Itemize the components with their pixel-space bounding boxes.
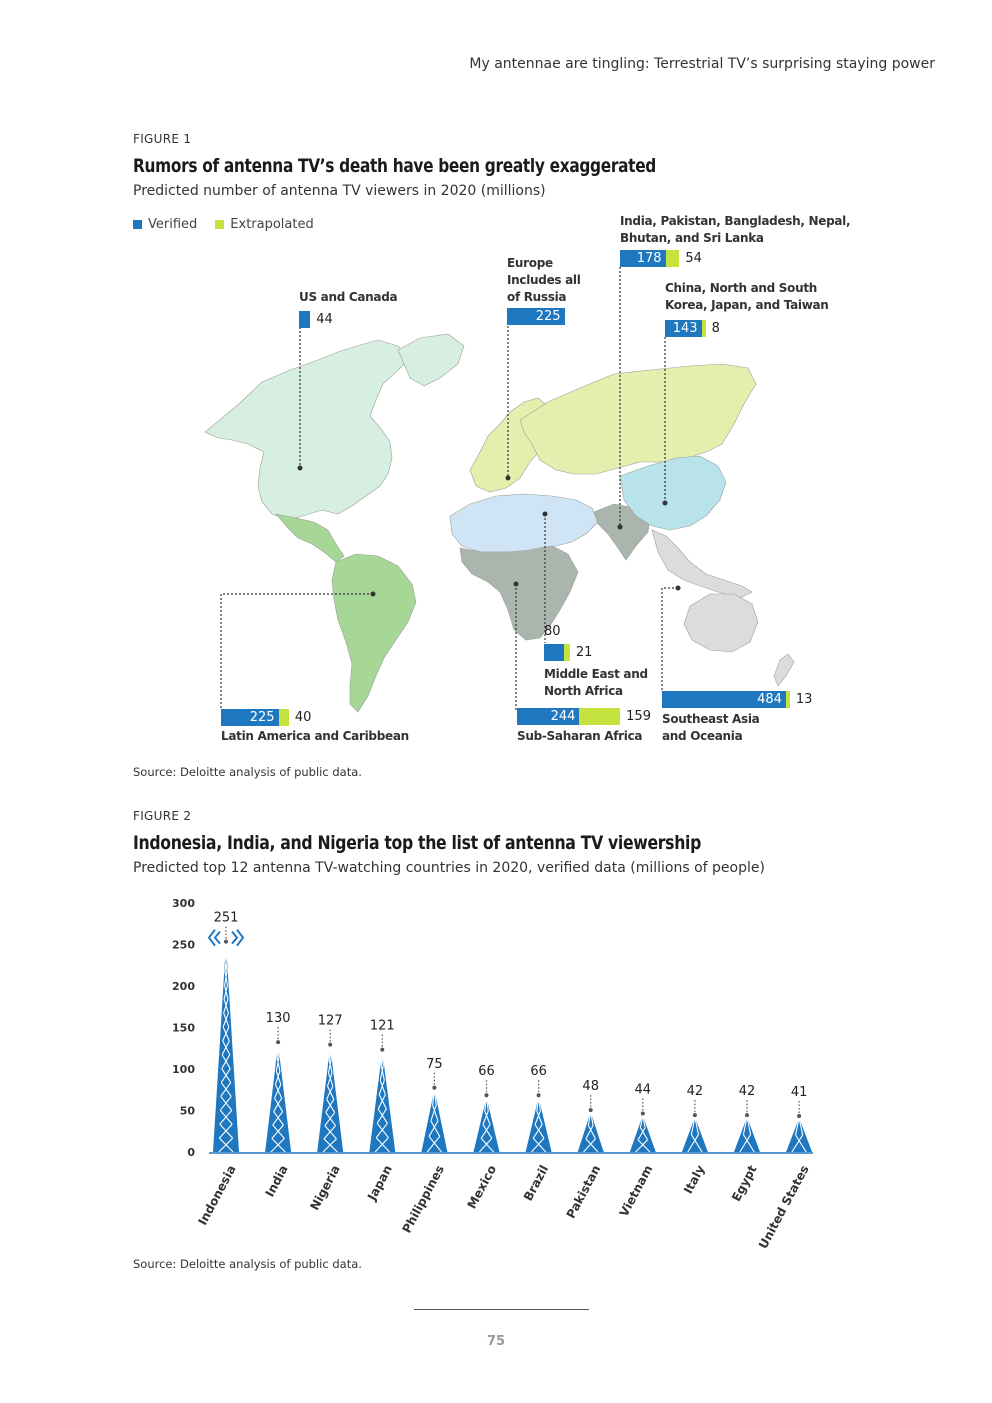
tower-tip-dot <box>693 1113 697 1117</box>
tower-chart <box>0 880 992 1260</box>
map-region-australia <box>684 594 758 652</box>
bar-value-label: 8 <box>711 321 720 336</box>
region-label-line: Southeast Asia <box>662 712 760 726</box>
region-label-europe <box>507 255 581 306</box>
map-region-central-america <box>276 514 344 562</box>
region-label-line: Bhutan, and Sri Lanka <box>620 231 764 245</box>
map-region-russia <box>520 364 756 474</box>
tower-value-label: 41 <box>790 1084 808 1100</box>
tower-shape <box>682 1117 708 1152</box>
marker-us-canada <box>298 466 303 471</box>
tower-value-label: 75 <box>426 1056 443 1072</box>
region-bar-us-canada <box>299 311 333 328</box>
tower-value-label: 66 <box>478 1064 495 1080</box>
x-category-label: Mexico <box>464 1162 500 1212</box>
y-tick-label: 200 <box>172 980 195 993</box>
bar-verified <box>544 644 564 661</box>
region-bar-latin-america <box>221 709 311 726</box>
tower-value-label: 121 <box>369 1018 395 1034</box>
leader-southeast-asia <box>662 588 678 692</box>
bar-verified: 225 <box>507 308 565 325</box>
bar-value-label: 159 <box>626 709 651 724</box>
legend-extrapolated-label: Extrapolated <box>230 217 314 232</box>
y-tick-label: 100 <box>172 1063 195 1076</box>
tower-bar <box>526 1080 552 1152</box>
tower-tip-dot <box>380 1048 384 1052</box>
figure2-title: Indonesia, India, and Nigeria top the list of antenna TV viewership <box>133 832 701 854</box>
marker-latin-america <box>371 592 376 597</box>
bar-value-label: 21 <box>575 645 593 660</box>
running-header: My antennae are tingling: Terrestrial TV’s surprising staying power <box>469 56 935 72</box>
marker-china <box>663 501 668 506</box>
tower-value-label: 48 <box>582 1079 599 1095</box>
y-tick-label: 150 <box>172 1021 195 1035</box>
x-category-label: Japan <box>364 1162 395 1203</box>
tower-value-label: 42 <box>686 1084 704 1100</box>
region-bar-india <box>620 250 702 267</box>
bar-value-label: 54 <box>685 251 702 266</box>
bar-verified: 484 <box>662 691 786 708</box>
legend-verified-label: Verified <box>148 217 198 232</box>
map-region-latin-america <box>332 554 416 712</box>
tower-tip-dot <box>328 1043 332 1047</box>
region-mena-verified-value: 80 <box>544 624 561 639</box>
bar-extrapolated <box>666 250 680 267</box>
tower-value-label: 127 <box>317 1013 343 1029</box>
tower-value-label: 130 <box>265 1011 291 1027</box>
figure1-label: FIGURE 1 <box>133 132 192 146</box>
marker-india <box>618 525 623 530</box>
bar-extrapolated <box>564 644 569 661</box>
marker-mena <box>543 512 548 517</box>
tower-value-label: 251 <box>213 910 239 926</box>
x-category-label: Egypt <box>729 1162 760 1204</box>
tower-shape <box>578 1112 604 1152</box>
tower-tip-dot <box>641 1111 645 1115</box>
x-category-label: Italy <box>680 1162 708 1197</box>
y-tick-label: 50 <box>179 1104 195 1118</box>
region-label-line: Latin America and Caribbean <box>221 729 409 743</box>
region-label-line: Europe <box>507 256 553 270</box>
tower-lattice <box>226 944 227 958</box>
region-label-india <box>620 213 850 247</box>
region-label-line: North Africa <box>544 684 623 698</box>
bar-verified <box>299 311 310 328</box>
tower-shape <box>734 1117 760 1152</box>
tower-bar <box>630 1098 656 1152</box>
map-region-southeast-asia <box>652 530 752 598</box>
region-label-line: US and Canada <box>299 290 398 304</box>
tower-value-label: 44 <box>634 1082 652 1098</box>
figure1-title: Rumors of antenna TV’s death have been greatly exaggerated <box>133 155 656 177</box>
tower-tip-dot <box>537 1093 541 1097</box>
tower-shape <box>786 1118 812 1152</box>
tower-tip-dot <box>485 1093 489 1097</box>
tower-shape <box>630 1115 656 1152</box>
tower-bar <box>474 1080 500 1152</box>
figure2-label: FIGURE 2 <box>133 809 192 823</box>
x-category-label: Brazil <box>520 1162 552 1204</box>
region-label-line: India, Pakistan, Bangladesh, Nepal, <box>620 214 851 228</box>
map-region-us-canada <box>205 340 410 520</box>
bar-extrapolated <box>702 320 706 337</box>
region-label-china <box>665 280 829 314</box>
marker-europe <box>506 476 511 481</box>
map-region-new-zealand <box>774 654 794 686</box>
region-label-line: of Russia <box>507 290 567 304</box>
bar-verified: 244 <box>517 708 579 725</box>
x-category-label: Indonesia <box>195 1162 239 1228</box>
bar-value-label: 44 <box>316 312 333 327</box>
y-tick-label: 300 <box>172 897 195 910</box>
tower-bar <box>734 1100 760 1152</box>
x-category-label: Nigeria <box>307 1162 343 1213</box>
tower-tip-dot <box>745 1113 749 1117</box>
tower-tip-dot <box>797 1114 801 1118</box>
bar-verified: 225 <box>221 709 279 726</box>
region-label-us-canada <box>299 289 397 306</box>
region-label-southeast-asia <box>662 711 759 745</box>
tower-value-label: 42 <box>738 1084 756 1100</box>
tower-bar <box>265 1027 291 1152</box>
region-bar-europe <box>507 308 571 325</box>
map-region-mena <box>450 494 598 552</box>
bar-verified: 143 <box>665 320 702 337</box>
x-category-label: Pakistan <box>563 1162 604 1221</box>
x-category-label: United States <box>755 1162 812 1252</box>
y-tick-label: 0 <box>187 1146 195 1159</box>
region-label-sub-saharan <box>517 728 642 745</box>
bar-extrapolated <box>279 709 289 726</box>
figure1-source: Source: Deloitte analysis of public data. <box>133 765 362 779</box>
tower-tip-dot <box>432 1086 436 1090</box>
figure2-subtitle: Predicted top 12 antenna TV-watching countries in 2020, verified data (millions of people) <box>133 860 765 876</box>
tower-bar <box>421 1073 447 1152</box>
tower-value-label: 66 <box>530 1064 547 1080</box>
x-category-label: Vietnam <box>616 1162 656 1220</box>
y-tick-label: 250 <box>172 938 195 952</box>
marker-sub-saharan <box>514 582 519 587</box>
map-region-greenland <box>398 334 464 386</box>
tower-bar <box>682 1100 708 1152</box>
bar-verified: 178 <box>620 250 666 267</box>
region-label-line: China, North and South <box>665 281 818 295</box>
tower-bar <box>369 1035 395 1152</box>
region-label-mena <box>544 666 648 700</box>
page-number: 75 <box>486 1334 506 1349</box>
figure2-source: Source: Deloitte analysis of public data. <box>133 1257 362 1271</box>
tower-bar <box>578 1095 604 1152</box>
x-category-label: India <box>262 1162 291 1200</box>
tower-bar <box>317 1030 343 1152</box>
region-bar-southeast-asia <box>662 691 812 708</box>
tower-tip-dot <box>224 940 228 944</box>
region-bar-mena <box>544 644 592 661</box>
figure1-subtitle: Predicted number of antenna TV viewers in 2020 (millions) <box>133 183 546 199</box>
tower-tip-dot <box>276 1040 280 1044</box>
x-category-label: Philippines <box>399 1162 448 1236</box>
bar-extrapolated <box>579 708 620 725</box>
footer-rule <box>414 1309 589 1310</box>
tower-bar <box>786 1101 812 1152</box>
region-label-line: and Oceania <box>662 729 743 743</box>
bar-extrapolated <box>786 691 790 708</box>
marker-southeast-asia <box>676 586 681 591</box>
tower-bar <box>209 927 243 1152</box>
tower-tip-dot <box>589 1108 593 1112</box>
region-label-latin-america <box>221 728 409 745</box>
region-label-line: Sub-Saharan Africa <box>517 729 643 743</box>
region-bar-sub-saharan <box>517 708 651 725</box>
bar-value-label: 40 <box>294 710 312 725</box>
region-label-line: Includes all <box>507 273 581 287</box>
region-bar-china <box>665 320 720 337</box>
region-label-line: Middle East and <box>544 667 648 681</box>
bar-value-label: 13 <box>795 692 813 707</box>
region-label-line: Korea, Japan, and Taiwan <box>665 298 829 312</box>
